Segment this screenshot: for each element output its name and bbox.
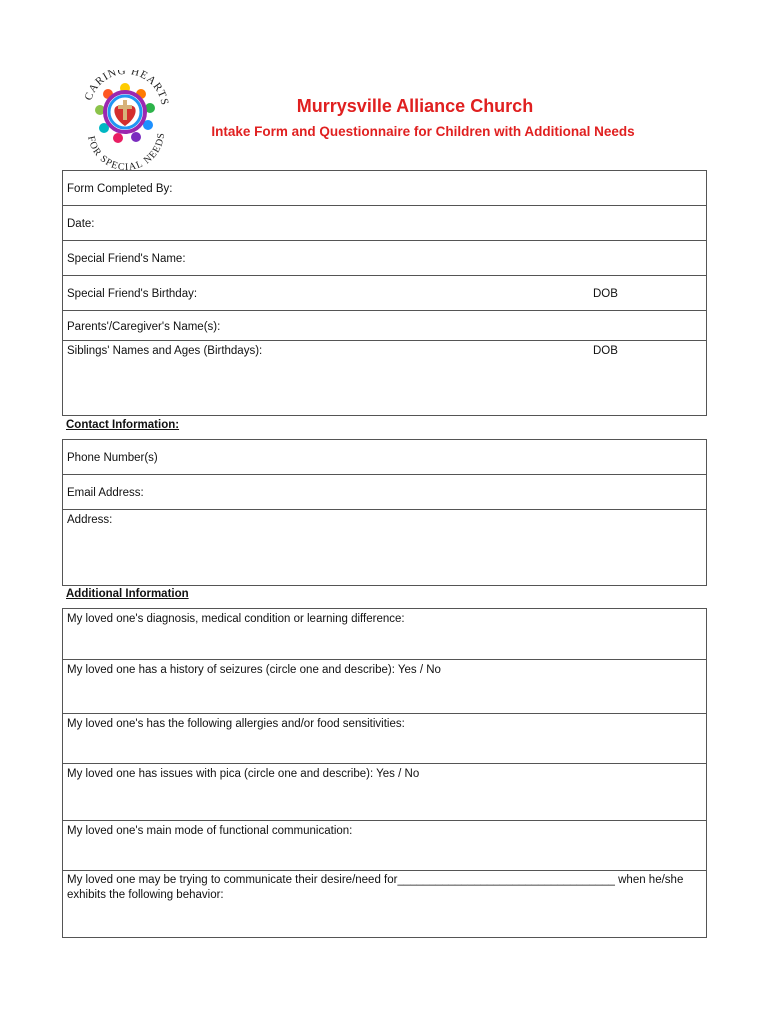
svg-text:FOR SPECIAL NEEDS: FOR SPECIAL NEEDS bbox=[85, 131, 168, 174]
completed-by-row[interactable] bbox=[63, 171, 706, 206]
email-label: Email Address: bbox=[67, 487, 144, 499]
phone-row[interactable] bbox=[63, 440, 706, 475]
date-row[interactable] bbox=[63, 206, 706, 241]
allergies-row[interactable] bbox=[63, 714, 706, 764]
siblings-row[interactable] bbox=[63, 341, 706, 415]
pica-label: My loved one has issues with pica (circle one and describe): Yes / No bbox=[67, 768, 420, 780]
communication-label: My loved one's main mode of functional communication: bbox=[67, 825, 353, 837]
behavior-label: My loved one may be trying to communicate their desire/need for__________________________________ when he/she exhibits the following behavior: bbox=[67, 874, 684, 901]
phone-label: Phone Number(s) bbox=[67, 452, 158, 464]
friend-name-row[interactable] bbox=[63, 241, 706, 276]
pica-row[interactable] bbox=[63, 764, 706, 821]
svg-text:CARING HEARTS: CARING HEARTS bbox=[82, 70, 171, 107]
communication-row[interactable] bbox=[63, 821, 706, 871]
completed-by-label: Form Completed By: bbox=[67, 183, 173, 195]
friend-birthday-row[interactable] bbox=[63, 276, 706, 311]
diagnosis-label: My loved one's diagnosis, medical condition or learning difference: bbox=[67, 613, 405, 625]
seizures-label: My loved one has a history of seizures (circle one and describe): Yes / No bbox=[67, 664, 441, 676]
caring-hearts-logo bbox=[78, 70, 172, 174]
additional-table bbox=[62, 608, 707, 938]
basic-info-table bbox=[62, 170, 707, 416]
behavior-row[interactable] bbox=[63, 871, 706, 937]
siblings-label: Siblings' Names and Ages (Birthdays): bbox=[67, 345, 263, 357]
friend-name-label: Special Friend's Name: bbox=[67, 253, 186, 265]
dob-label: DOB bbox=[593, 288, 618, 300]
diagnosis-row[interactable] bbox=[63, 609, 706, 660]
address-label: Address: bbox=[67, 514, 113, 526]
friend-birthday-label: Special Friend's Birthday: bbox=[67, 288, 198, 300]
parents-label: Parents'/Caregiver's Name(s): bbox=[67, 321, 221, 333]
email-row[interactable] bbox=[63, 475, 706, 510]
contact-heading: Contact Information: bbox=[66, 419, 180, 431]
page-subtitle: Intake Form and Questionnaire for Children with Additional Needs bbox=[211, 124, 635, 139]
seizures-row[interactable] bbox=[63, 660, 706, 714]
address-row[interactable] bbox=[63, 510, 706, 585]
parents-row[interactable] bbox=[63, 311, 706, 341]
date-label: Date: bbox=[67, 218, 95, 230]
dob-label: DOB bbox=[593, 345, 618, 357]
contact-table bbox=[62, 439, 707, 586]
allergies-label: My loved one's has the following allergies and/or food sensitivities: bbox=[67, 718, 405, 730]
page-title: Murrysville Alliance Church bbox=[296, 96, 534, 116]
additional-heading: Additional Information bbox=[66, 588, 189, 600]
